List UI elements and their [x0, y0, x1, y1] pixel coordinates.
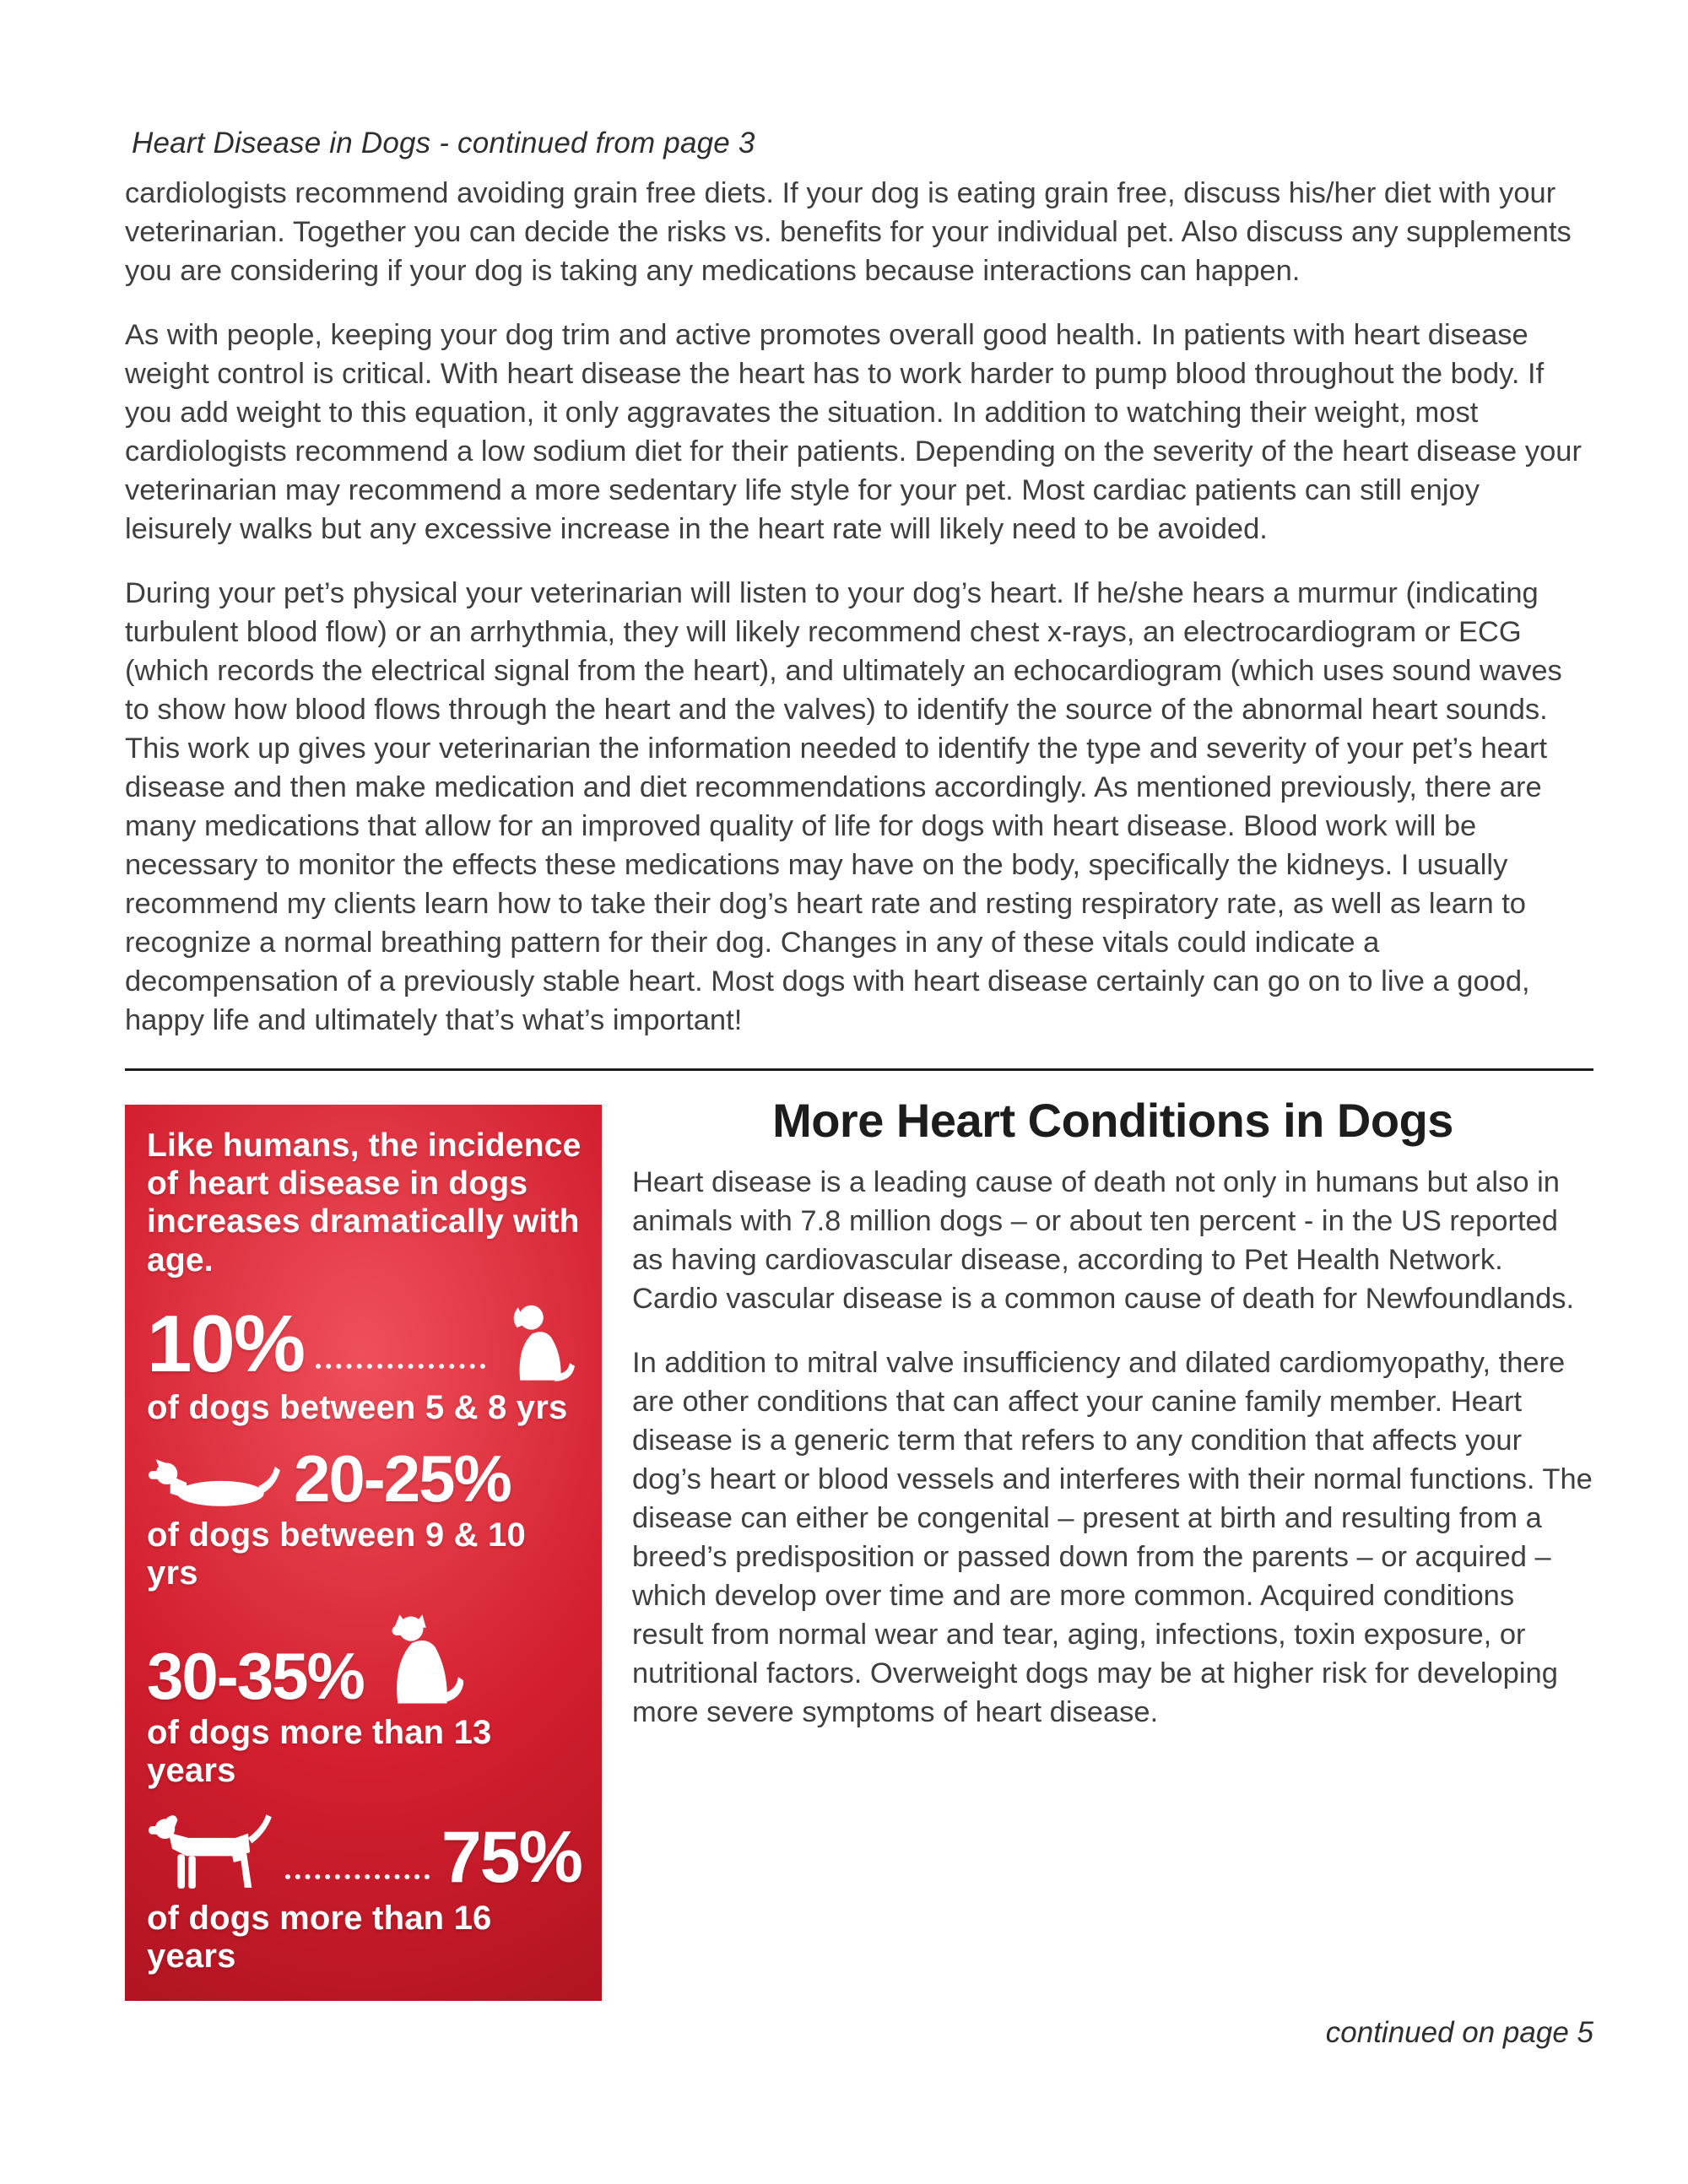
- stat-label: of dogs between 9 & 10 yrs: [147, 1516, 526, 1592]
- article-paragraph: During your pet’s physical your veterinarian will listen to your dog’s heart. If he/she hears a murmur (indicating turbulent blood flow) or an arrhythmia, they will likely recommend chest x-rays, an electrocardiogram or ECG (which records the electrical signal from the heart), and ultimately an echocardiogram (which uses sound waves to show how blood flows through the heart and the valves) to identify the source of the abnormal heart sounds. This work up gives your veterinarian the information needed to identify the type and severity of your pet’s heart disease and then make medication and diet recommendations accordingly. As mentioned previously, there are many medications that allow for an improved quality of life for dogs with heart disease. Blood work will be necessary to monitor the effects these medications may have on the body, specifically the kidneys. I usually recommend my clients learn how to take their dog’s heart rate and resting respiratory rate, as well as learn to recognize a normal breathing pattern for their dog. Changes in any of these vitals could indicate a decompensation of a previously stable heart. Most dogs with heart disease certainly can go on to live a good, happy life and ultimately that’s what’s important!: [125, 577, 1562, 1036]
- puppy-icon: [497, 1301, 582, 1382]
- section-divider: [125, 1068, 1593, 1071]
- sitting-dog-icon: [376, 1613, 463, 1707]
- more-heart-conditions-section: [125, 1093, 1593, 2001]
- dotted-leader: [285, 1874, 430, 1879]
- section-paragraph: In addition to mitral valve insufficiency and dilated cardiomyopathy, there are other conditions that can affect your canine family member. Heart disease is a generic term that refers to any condition that affects your dog’s heart or blood vessels and interferes with their normal functions. The disease can either be congenital – present at birth and resulting from a breed’s predisposition or passed down from the parents – or acquired – which develop over time and are more common. Acquired conditions result from normal wear and tear, aging, infections, toxin exposure, or nutritional factors. Overweight dogs may be at higher risk for developing more severe symptoms of heart disease.: [632, 1347, 1593, 1728]
- continued-from-header: Heart Disease in Dogs - continued from page 3: [132, 127, 755, 159]
- stat-value: 10%: [147, 1298, 305, 1389]
- stat-row-9-10yrs: [147, 1441, 582, 1592]
- stat-label: of dogs more than 13 years: [147, 1714, 492, 1790]
- continued-on-footer: continued on page 5: [1325, 2016, 1593, 2050]
- article-paragraph: As with people, keeping your dog trim and active promotes overall good health. In patients with heart disease weight control is critical. With heart disease the heart has to work harder to pump blood throughout the body. If you add weight to this equation, it only aggravates the situation. In addition to watching their weight, most cardiologists recommend a low sodium diet for their patients. Depending on the severity of the heart disease your veterinarian may recommend a more sedentary life style for your pet. Most cardiac patients can still enjoy leisurely walks but any excessive increase in the heart rate will likely need to be avoided.: [125, 319, 1582, 545]
- section-text-column: [632, 1093, 1593, 1757]
- stat-label: of dogs more than 16 years: [147, 1900, 492, 1976]
- stat-value: 20-25%: [294, 1441, 511, 1516]
- stat-row-5-8yrs: [147, 1298, 582, 1427]
- section-title: More Heart Conditions in Dogs: [772, 1094, 1453, 1147]
- lying-dog-icon: [147, 1456, 282, 1510]
- stat-value: 75%: [441, 1817, 582, 1899]
- stat-value: 30-35%: [147, 1638, 364, 1713]
- stat-label: of dogs between 5 & 8 yrs: [147, 1388, 568, 1426]
- stat-row-13yrs: [147, 1613, 582, 1790]
- article-paragraph: cardiologists recommend avoiding grain free diets. If your dog is eating grain free, discuss his/her diet with your veterinarian. Together you can decide the risks vs. benefits for your individual pet. Also discuss any supplements you are considering if your dog is taking any medications because interactions can happen.: [125, 177, 1572, 287]
- section-paragraph: Heart disease is a leading cause of death not only in humans but also in animals with 7.8 million dogs – or about ten percent - in the US reported as having cardiovascular disease, according to Pet Health Network. Cardio vascular disease is a common cause of death for Newfoundlands.: [632, 1166, 1575, 1315]
- infographic-intro-text: Like humans, the incidence of heart disease in dogs increases dramatically with age.: [147, 1127, 582, 1279]
- standing-dog-icon: [147, 1810, 273, 1893]
- article-body: [125, 174, 1593, 1040]
- stat-row-16yrs: [147, 1810, 582, 1976]
- dog-heart-disease-infographic: [125, 1105, 602, 2001]
- dotted-leader: [316, 1364, 485, 1369]
